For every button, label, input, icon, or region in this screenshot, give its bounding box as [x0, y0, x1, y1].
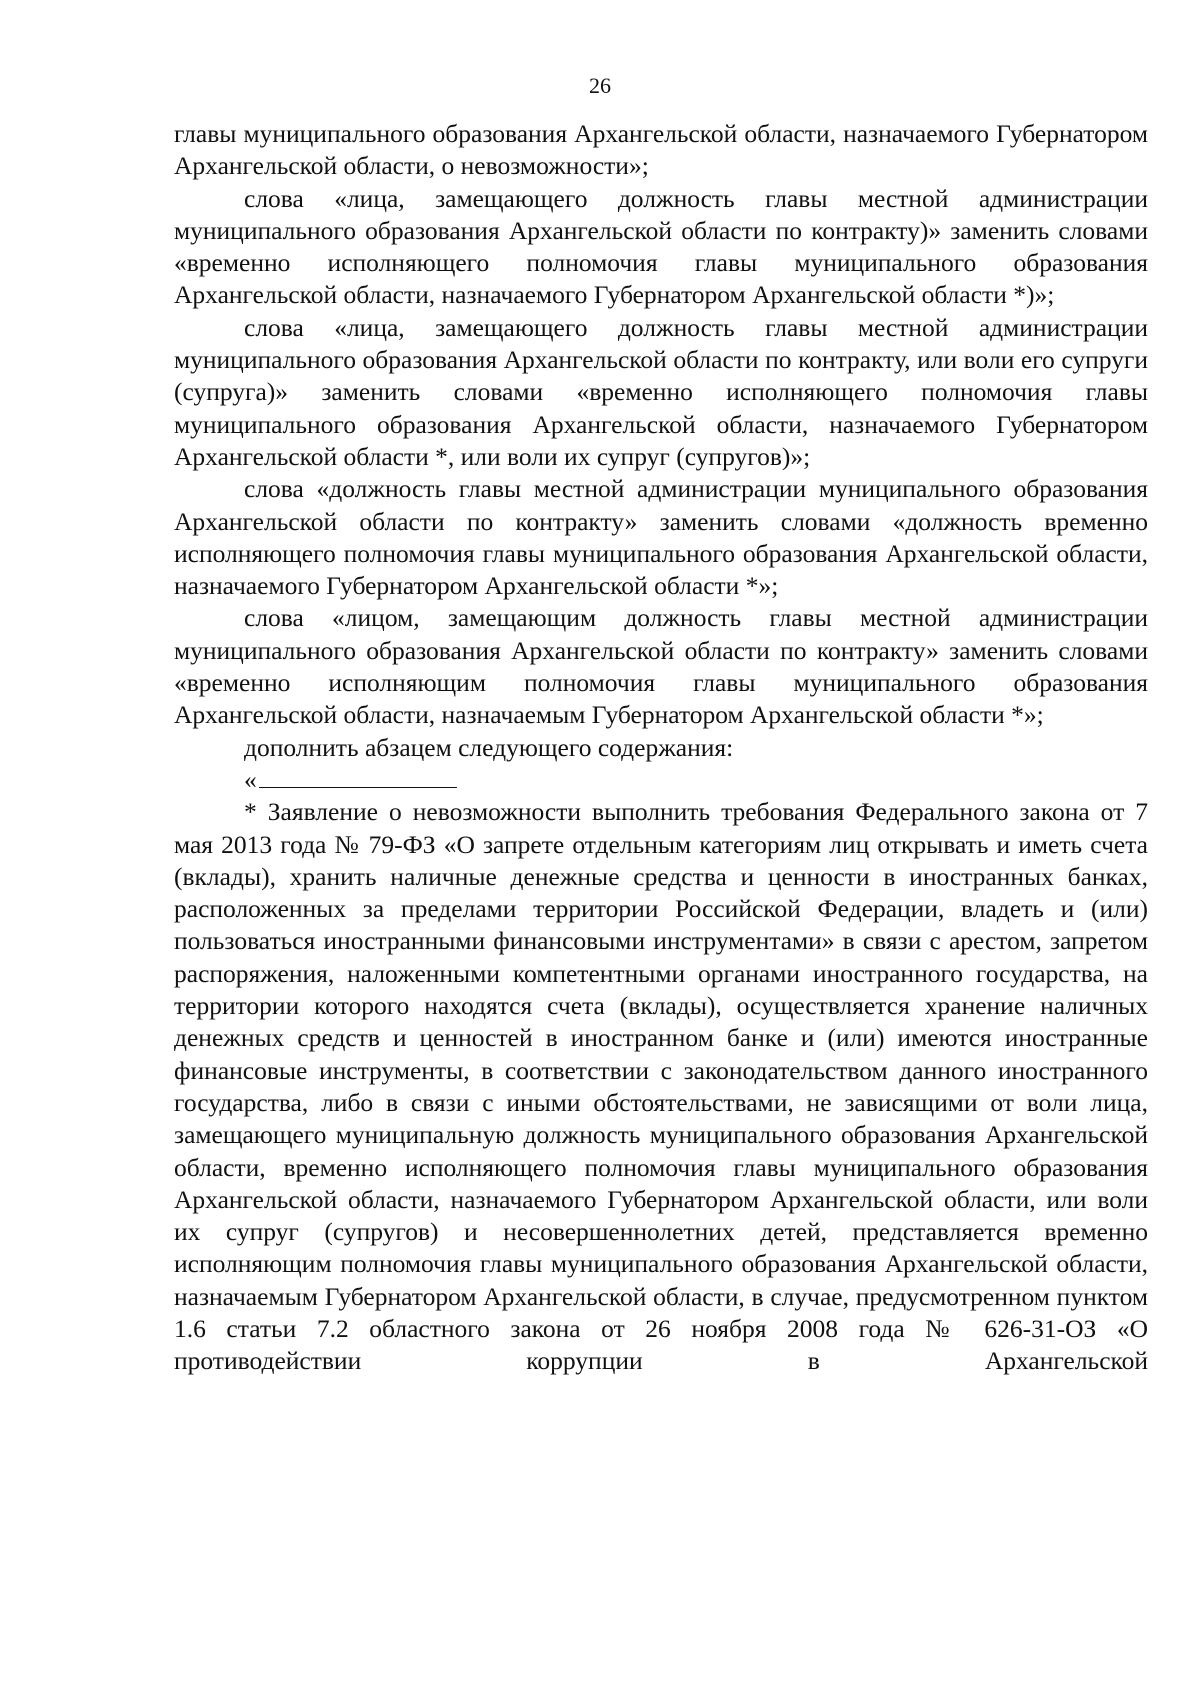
footnote-text: * Заявление о невозможности выполнить требования Федерального закона от 7 мая 2013 года № 79-ФЗ «О запрете отдельным категориям лиц открывать и иметь счета (вклады), хранить наличные денежные средства и ценности в иностранных банках, расположенных за пределами территории Российской Федерации, владеть и (или) пользоваться иностранными финансовыми инструментами» в связи с арестом, запретом распоряжения, наложенными компетентными органами иностранного государства, на территории которого находятся счета (вклады), осуществляется хранение наличных денежных средств и ценностей в иностранном банке и (или) имеются иностранные финансовые инструменты, в соответствии с законодательством данного иностранного государства, либо в связи с иными обстоятельствами, не зависящими от воли лица, замещающего муниципальную должность муниципального образования Архангельской области, временно исполняющего полномочия главы муниципального образования Архангельской области, назначаемого Губернатором Архангельской области, или воли их супруг (супругов) и несовершеннолетних детей, представляется временно исполняющим полномочия главы муниципального образования Архангельской области, назначаемым Губернатором Архангельской области, в случае, предусмотренном пунктом 1.6 статьи 7.2 областного закона от 26 ноября 2008 года № 626-31-ОЗ «О противодействии коррупции в Архангельской [174, 797, 1148, 1376]
paragraph-replace-words-4: слова «лицом, замещающим должность главы местной администрации муниципального образования Архангельской области по контракту» заменить словами «временно исполняющим полномочия главы муниципального образования Архангельской области, назначаемым Губернатором Архангельской области *»; [174, 603, 1148, 730]
paragraph-add-clause: дополнить абзацем следующего содержания: [244, 732, 734, 762]
footnote-rule [259, 787, 457, 788]
paragraph-replace-words-3: слова «должность главы местной администрации муниципального образования Архангельской области по контракту» заменить словами «должность временно исполняющего полномочия главы муниципального образования Архангельской области, назначаемого Губернатором Архангельской области *»; [174, 474, 1148, 601]
document-body [174, 118, 1148, 1378]
paragraph-replace-words-2: слова «лица, замещающего должность главы местной администрации муниципального образования Архангельской области по контракту, или воли его супруги (супруга)» заменить словами «временно исполняющего полномочия главы муниципального образования Архангельской области, назначаемого Губернатором Архангельской области *, или воли их супруг (супругов)»; [174, 312, 1148, 471]
page-number: 26 [589, 73, 611, 98]
paragraph-replace-words-1: слова «лица, замещающего должность главы местной администрации муниципального образования Архангельской области по контракту)» заменить словами «временно исполняющего полномочия главы муниципального образования Архангельской области, назначаемого Губернатором Архангельской области *)»; [174, 183, 1148, 310]
open-quote: « [244, 764, 257, 794]
footnote-separator [174, 764, 1148, 796]
paragraph-continuation: главы муниципального образования Архангельской области, назначаемого Губернатором Архангельской области, о невозможности»; [174, 119, 1148, 181]
